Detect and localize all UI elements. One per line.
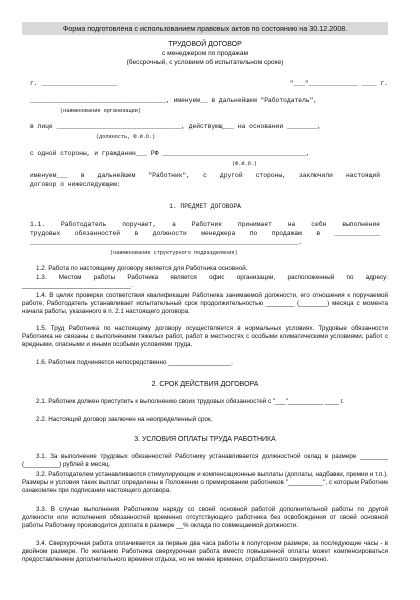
document-title: ТРУДОВОЙ ДОГОВОР (168, 41, 242, 48)
document-subtitle: с менеджером по продажам (161, 50, 249, 57)
employee-citizen-line: с одной стороны, и гражданин___ РФ ______________________________________, (30, 150, 310, 157)
employer-line: ____________________________________, именуем__ в дальнейшем "Работодатель", (30, 97, 318, 104)
clause-1-5: 1.5. Труд Работника по настоящему договору осуществляется в нормальных условиях. Трудовые обязанности Работника не связаны с выполнением тяжелых работ, работ в местностях с особыми климатическими условиями, работ с вредными, опасными и иными особыми условиями труда. (22, 325, 388, 348)
section-2-title: 2. СРОК ДЕЙСТВИЯ ДОГОВОРА (151, 381, 259, 388)
clause-2-2: 2.2. Настоящий договор заключен на неопределенный срок. (36, 416, 213, 423)
clause-1-1-line-3: _______________________________________________________________________. (30, 239, 303, 246)
clause-1-6: 1.6. Работник подчиняется непосредственно __________________. (36, 359, 234, 366)
clause-3-3: 3.3. В случае выполнения Работником наряду со своей основной работой дополнительной работы по другой должности или исполнения обязанностей временно отсутствующего работника без освобождения от своей основной работы Работнику производится доплата в размере __% оклада по совмещаемой должности. (22, 506, 388, 529)
representative-caption: (должность, Ф.И.О.) (96, 134, 156, 140)
section-3-title: 3. УСЛОВИЯ ОПЛАТЫ ТРУДА РАБОТНИКА (134, 436, 276, 443)
employer-caption: (наименование организации) (60, 108, 141, 114)
clause-1-1-line-2: трудовых обязанностей в должности менеджера по продажам в ____________ (30, 230, 380, 237)
document-subtitle-conditions: (бессрочный, с условием об испытательном сроке) (126, 59, 284, 66)
clause-1-2: 1.2. Работа по настоящему договору является для Работника основной. (36, 265, 248, 272)
clause-1-4: 1.4. В целях проверки соответствия квалификации Работника занимаемой должности, его отношения к поручаемой работе, Работодатель устанавливает испытательный срок продолжительностью ________ (________) месяца с момента начала работы, указанного в п. 2.1 настоящего договора. (22, 292, 388, 315)
employee-designation-line: именуем___ в дальнейшем "Работник", с другой стороны, заключили настоящий (30, 172, 380, 179)
employee-caption: (Ф.И.О.) (232, 161, 257, 167)
legal-status-banner: Форма подготовлена с использованием правовых актов по состоянию на 30.12.2008. (22, 22, 388, 35)
clause-1-1-caption: (наименование структурного подразделения) (110, 250, 238, 256)
section-1-title: 1. ПРЕДМЕТ ДОГОВОРА (169, 203, 241, 210)
clause-3-1: 3.1. За выполнение трудовых обязанностей Работнику устанавливается должностной оклад в размере ________ (__________) рублей в месяц. (22, 453, 388, 468)
clause-3-4: 3.4. Сверхурочная работа оплачивается за первые два часа работы в полуторном размере, за последующие часы - в двойном размере. По желанию Работника сверхурочная работа вместо повышенной оплаты может компенсироваться предоставлением дополнительного времени отдыха, но не менее времени, отработанного сверхурочно. (22, 540, 388, 563)
clause-1-3: 1.3. Местом работы Работника является офис организации, расположенный по адресу: _______________________________. (22, 274, 388, 289)
employee-designation-line-2: договор о нижеследующем: (30, 181, 121, 188)
clause-3-2: 3.2. Работодателем устанавливаются стимулирующие и компенсационные выплаты (доплаты, надбавки, премии и т.п.). Размеры и условия таких выплат определены в Положении о премировании работников "__________", с которым Работник ознакомлен при подписании настоящего договора. (22, 471, 388, 494)
date-line: "___"_____________ ____ г. (289, 80, 388, 87)
representative-line: в лице _________________________________, действующ___ на основании ________, (30, 123, 321, 130)
clause-1-1-line-1: 1.1. Работодатель поручает, а Работник принимает на себя выполнение (30, 221, 380, 228)
place-line: г. ____________________ (30, 80, 117, 87)
clause-2-1: 2.1. Работник должен приступить к выполнению своих трудовых обязанностей с "___"__________ ____ г. (36, 398, 344, 405)
